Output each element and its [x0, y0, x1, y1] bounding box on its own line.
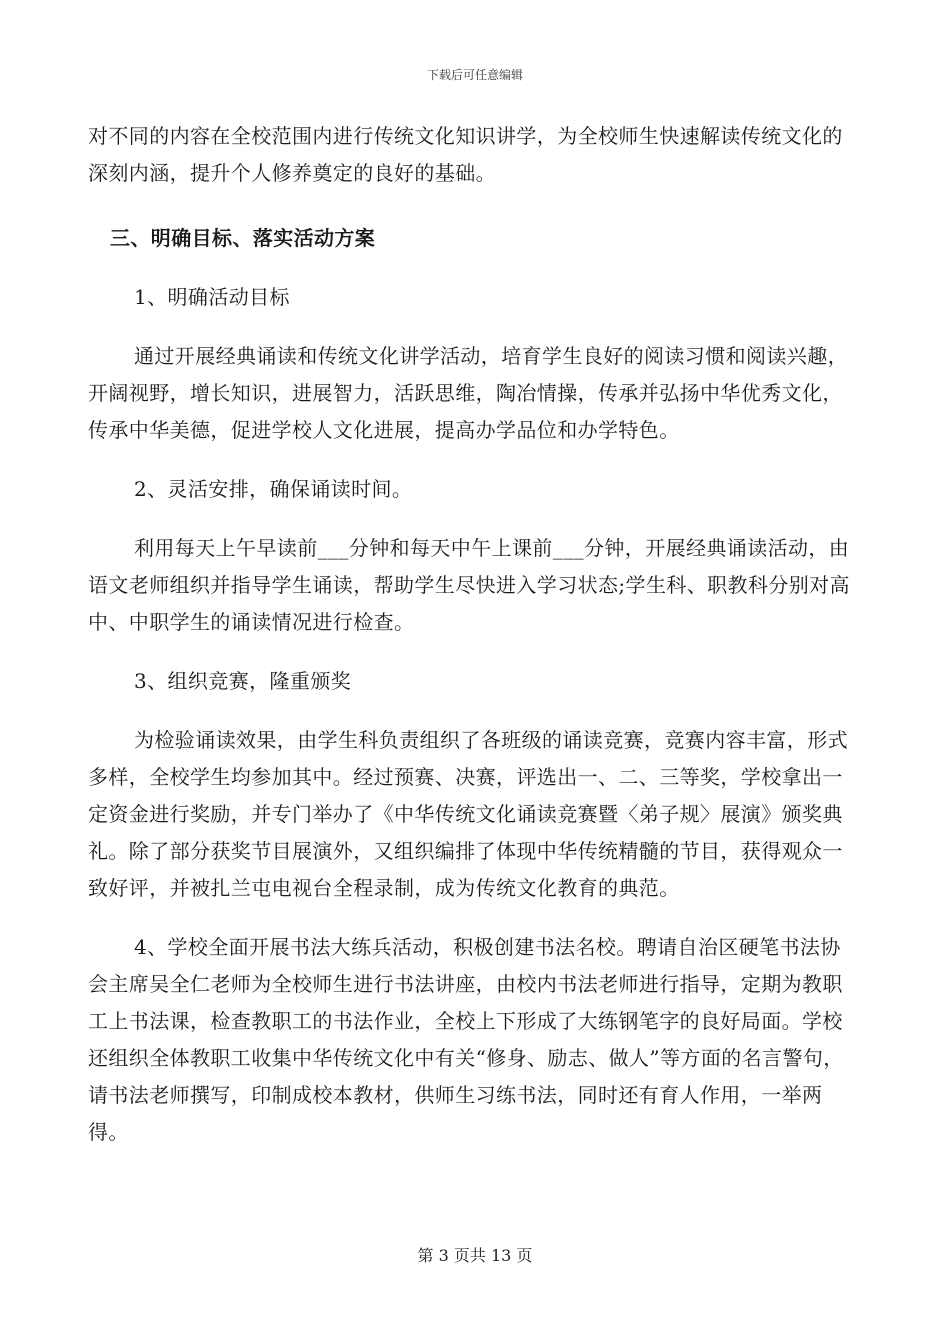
- subheading-goals: 1、明确活动目标: [134, 285, 290, 309]
- paragraph-schedule: 利用每天上午早读前___分钟和每天中午上课前___分钟，开展经典诵读活动，由语文老师组织并指导学生诵读，帮助学生尽快进入学习状态;学生科、职教科分别对高中、中职学生的诵读情况进行检查。: [88, 536, 850, 634]
- document-body: [88, 118, 860, 1173]
- paragraph-calligraphy: 4、学校全面开展书法大练兵活动，积极创建书法名校。聘请自治区硬笔书法协会主席吴全仁老师为全校师生进行书法讲座，由校内书法老师进行指导，定期为教职工上书法课，检查教职工的书法作业，全校上下形成了大练钢笔字的良好局面。学校还组织全体教职工收集中华传统文化中有关“修身、励志、做人”等方面的名言警句，请书法老师撰写，印制成校本教材，供师生习练书法，同时还有育人作用，一举两得。: [88, 935, 844, 1144]
- page-footer: 第 3 页共 13 页: [417, 1246, 533, 1265]
- subheading-competition: 3、组织竞赛，隆重颁奖: [134, 669, 352, 693]
- paragraph-intro: 对不同的内容在全校范围内进行传统文化知识讲学，为全校师生快速解读传统文化的深刻内涵，提升个人修养奠定的良好的基础。: [88, 124, 843, 185]
- subheading-schedule: 2、灵活安排，确保诵读时间。: [134, 477, 413, 501]
- paragraph-goals: 通过开展经典诵读和传统文化讲学活动，培育学生良好的阅读习惯和阅读兴趣，开阔视野，增长知识，进展智力，活跃思维，陶冶情操，传承并弘扬中华优秀文化，传承中华美德，促进学校人文化进展，提高办学品位和办学特色。: [88, 344, 848, 442]
- paragraph-competition: 为检验诵读效果，由学生科负责组织了各班级的诵读竞赛，竞赛内容丰富，形式多样，全校学生均参加其中。经过预赛、决赛，评选出一、二、三等奖，学校拿出一定资金进行奖励，并专门举办了《中华传统文化诵读竞赛暨〈弟子规〉展演》颁奖典礼。除了部分获奖节目展演外，又组织编排了体现中华传统精髓的节目，获得观众一致好评，并被扎兰屯电视台全程录制，成为传统文化教育的典范。: [88, 728, 848, 900]
- section-heading: 三、明确目标、落实活动方案: [110, 226, 376, 250]
- page-header: 下载后可任意编辑: [426, 68, 523, 82]
